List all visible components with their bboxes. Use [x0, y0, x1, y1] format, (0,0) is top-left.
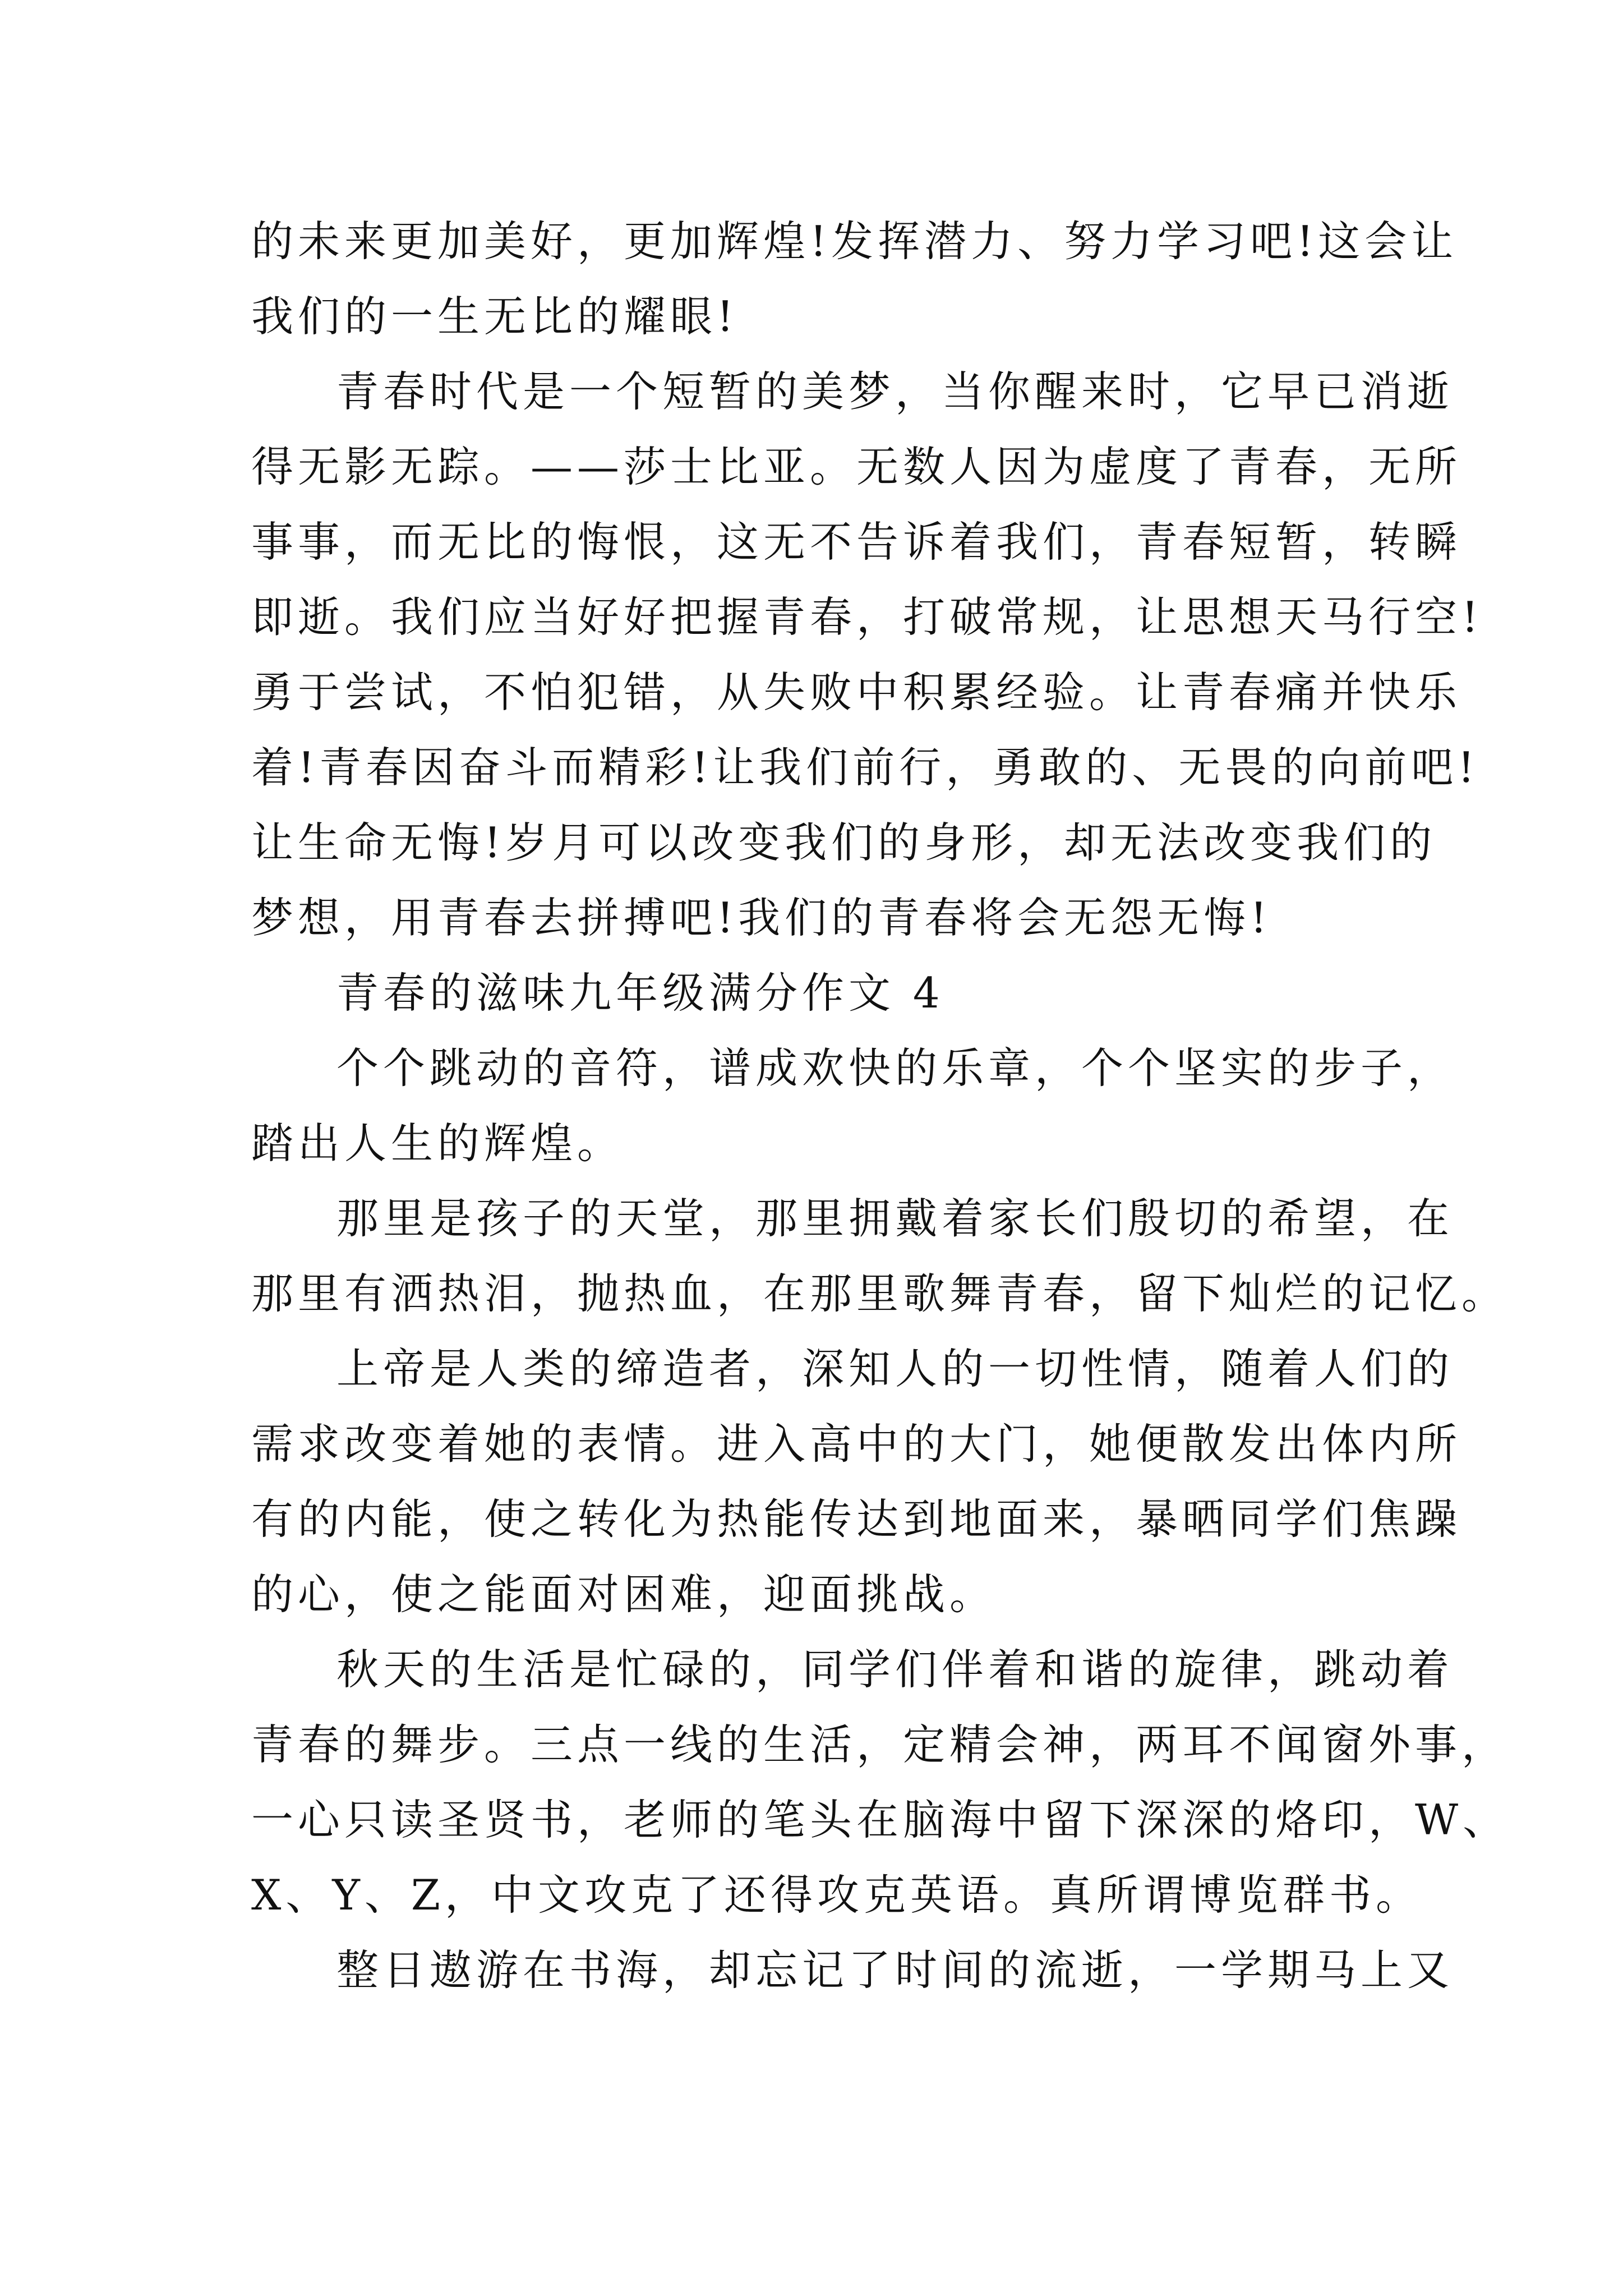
text-line: 让生命无悔!岁月可以改变我们的身形，却无法改变我们的 — [251, 818, 1437, 867]
text-line: 梦想，用青春去拼搏吧!我们的青春将会无怨无悔! — [251, 893, 1272, 942]
text-line: 那里有洒热泪，抛热血，在那里歌舞青春，留下灿烂的记忆。 — [251, 1269, 1509, 1318]
text-line: 个个跳动的音符，谱成欢快的乐章，个个坚实的步子， — [336, 1043, 1454, 1093]
text-line: X、Y、Z，中文攻克了还得攻克英语。真所谓博览群书。 — [251, 1870, 1423, 1920]
text-line: 上帝是人类的缔造者，深知人的一切性情，随着人们的 — [336, 1344, 1454, 1393]
text-line: 我们的一生无比的耀眼! — [251, 292, 739, 341]
text-line: 青春时代是一个短暂的美梦，当你醒来时，它早已消逝 — [336, 367, 1454, 416]
text-line: 需求改变着她的表情。进入高中的大门，她便散发出体内所 — [251, 1419, 1462, 1469]
text-line: 着!青春因奋斗而精彩!让我们前行，勇敢的、无畏的向前吧! — [251, 743, 1479, 792]
text-line: 即逝。我们应当好好把握青春，打破常规，让思想天马行空! — [251, 592, 1483, 642]
text-line: 的未来更加美好，更加辉煌!发挥潜力、努力学习吧!这会让 — [251, 217, 1458, 266]
text-line: 的心，使之能面对困难，迎面挑战。 — [251, 1570, 997, 1619]
section-heading: 青春的滋味九年级满分作文 4 — [336, 968, 944, 1018]
text-line: 有的内能，使之转化为热能传达到地面来，暴晒同学们焦躁 — [251, 1494, 1462, 1544]
text-line: 得无影无踪。——莎士比亚。无数人因为虚度了青春，无所 — [251, 442, 1462, 491]
text-line: 一心只读圣贤书，老师的笔头在脑海中留下深深的烙印，W、 — [251, 1795, 1510, 1844]
text-line: 那里是孩子的天堂，那里拥戴着家长们殷切的希望，在 — [336, 1194, 1454, 1243]
text-line: 秋天的生活是忙碌的，同学们伴着和谐的旋律，跳动着 — [336, 1645, 1454, 1694]
text-line: 青春的舞步。三点一线的生活，定精会神，两耳不闻窗外事， — [251, 1720, 1509, 1769]
text-line: 踏出人生的辉煌。 — [251, 1119, 624, 1168]
text-line: 勇于尝试，不怕犯错，从失败中积累经验。让青春痛并快乐 — [251, 668, 1462, 717]
text-line: 整日遨游在书海，却忘记了时间的流逝，一学期马上又 — [336, 1945, 1454, 1995]
text-line: 事事，而无比的悔恨，这无不告诉着我们，青春短暂，转瞬 — [251, 517, 1462, 567]
